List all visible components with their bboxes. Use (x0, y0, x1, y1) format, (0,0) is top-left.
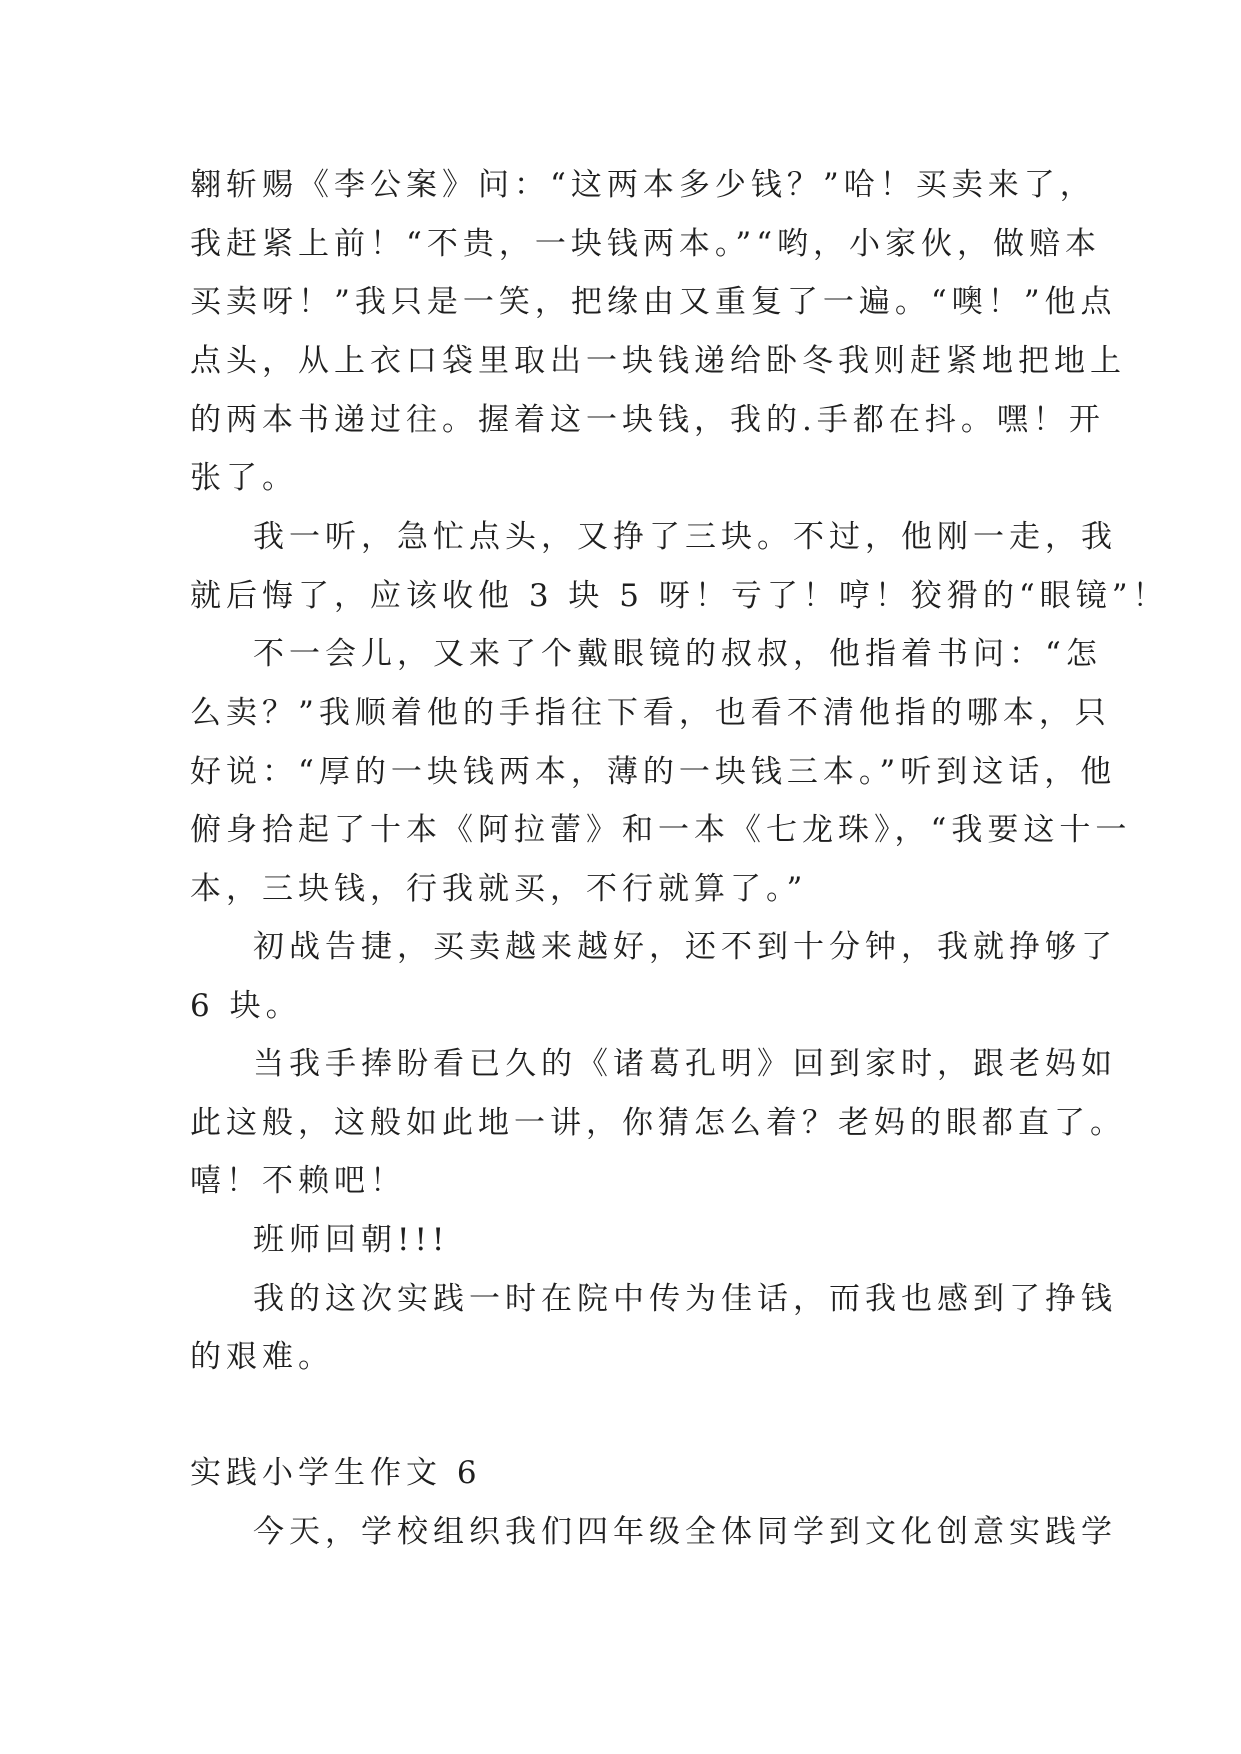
section-title: 实践小学生作文 6 (190, 1455, 482, 1491)
text-line: 不一会儿，又来了个戴眼镜的叔叔，他指着书问：“怎 (253, 636, 1102, 672)
text-line: 的艰难。 (190, 1339, 334, 1375)
text-line: 班师回朝!!! (253, 1222, 450, 1258)
text-line: 好说：“厚的一块钱两本，薄的一块钱三本。”听到这话，他 (190, 754, 1117, 790)
text-line: 此这般，这般如此地一讲，你猜怎么着？老妈的眼都直了。 (190, 1105, 1126, 1141)
text-line: 本，三块钱，行我就买，不行就算了。” (190, 871, 808, 907)
text-line: 当我手捧盼看已久的《诸葛孔明》回到家时，跟老妈如 (253, 1046, 1117, 1082)
text-line: 就后悔了，应该收他 3 块 5 呀！亏了！哼！狡猾的“眼镜”！ (190, 578, 1169, 614)
text-line: 翱斩赐《李公案》问：“这两本多少钱？”哈！买卖来了， (190, 167, 1096, 203)
text-line: 嘻！不赖吧！ (190, 1163, 406, 1199)
text-line: 初战告捷，买卖越来越好，还不到十分钟，我就挣够了 (253, 929, 1117, 965)
text-line: 俯身拾起了十本《阿拉蕾》和一本《七龙珠》，“我要这十一 (190, 812, 1132, 848)
text-line: 今天，学校组织我们四年级全体同学到文化创意实践学 (253, 1514, 1117, 1550)
text-line: 我的这次实践一时在院中传为佳话，而我也感到了挣钱 (253, 1281, 1117, 1317)
text-line: 我赶紧上前！“不贵，一块钱两本。”“哟，小家伙，做赔本 (190, 226, 1102, 262)
text-line: 买卖呀！”我只是一笑，把缘由又重复了一遍。“噢！”他点 (190, 284, 1117, 320)
text-line: 6 块。 (190, 988, 302, 1024)
text-line: 张了。 (190, 460, 298, 496)
text-line: 我一听，急忙点头，又挣了三块。不过，他刚一走，我 (253, 519, 1117, 555)
text-line: 的两本书递过往。握着这一块钱，我的.手都在抖。嘿！开 (190, 402, 1105, 438)
text-line: 么卖？”我顺着他的手指往下看，也看不清他指的哪本，只 (190, 695, 1111, 731)
text-line: 点头，从上衣口袋里取出一块钱递给卧冬我则赶紧地把地上 (190, 343, 1126, 379)
